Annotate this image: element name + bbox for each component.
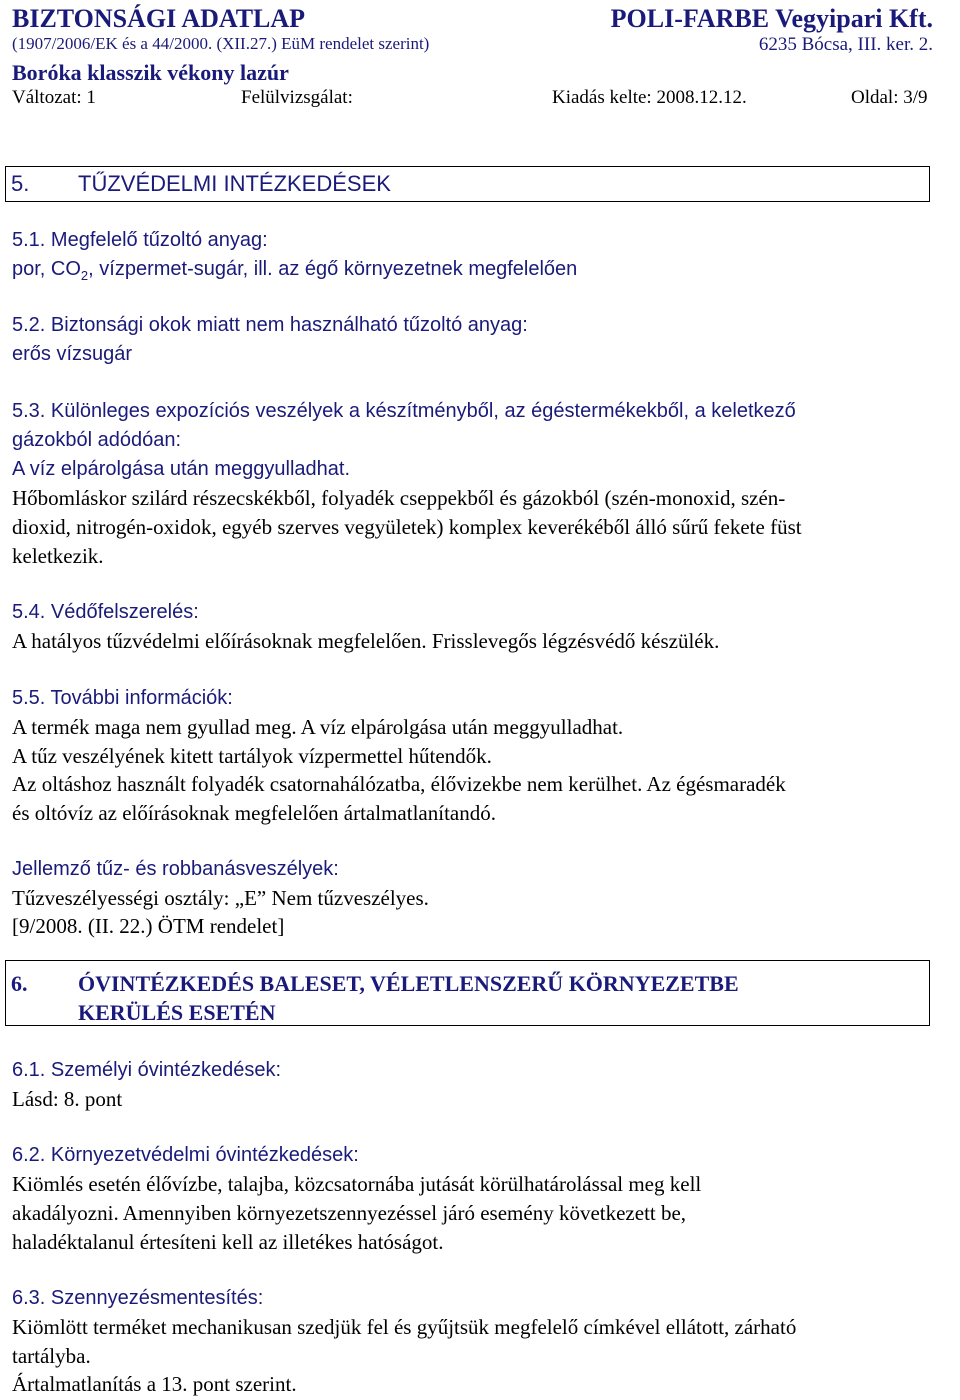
hazard-text-2: [9/2008. (II. 22.) ÖTM rendelet] [12,914,285,938]
subsection-5-3-text-2: Hőbomláskor szilárd részecskékből, folyadék cseppekből és gázokból (szén-monoxid, szén- [12,486,786,510]
subsection-5-5-text-1: A termék maga nem gyullad meg. A víz elpárolgása után meggyulladhat. [12,715,624,739]
subsection-6-3-label: 6.3. Szennyezésmentesítés: [12,1287,264,1309]
subsection-5-5-label: 5.5. További információk: [12,687,233,709]
subsection-6-2-text-1: Kiömlés esetén élővízbe, talajba, közcsatornába jutását körülhatárolással meg kell [12,1172,702,1196]
subsection-5-1-text: por, $CO_2$, vízpermet-sugár, ill. az égő környezetnek megfelelően [12,258,578,283]
subsection-6-2-text-3: haladéktalanul értesíteni kell az illetékes hatóságot. [12,1230,444,1254]
section-title: ÓVINTÉZKEDÉS BALESET, VÉLETLENSZERŰ KÖRNYEZETBE KERÜLÉS ESETÉN [78,971,739,1025]
subsection-5-3-text-3: dioxid, nitrogén-oxidok, egyéb szerves vegyületek) komplex keverékéből álló sűrű fekete füst [12,515,802,539]
subsection-5-3-label-cont: gázokból adódóan: [12,429,182,451]
subsection-5-1-label: 5.1. Megfelelő tűzoltó anyag: [12,229,268,251]
subsection-5-2-label: 5.2. Biztonsági okok miatt nem használható tűzoltó anyag: [12,314,528,336]
subsection-6-1-label: 6.1. Személyi óvintézkedések: [12,1059,282,1081]
section-title: TŰZVÉDELMI INTÉZKEDÉSEK [78,171,391,196]
company-name: POLI-FARBE Vegyipari Kft. [610,4,933,33]
section-number: 6. [11,971,28,996]
subsection-5-5-text-3: Az oltáshoz használt folyadék csatornahálózatba, élővizekbe nem kerülhet. Az égésmaradék [12,772,786,796]
product-name: Boróka klasszik vékony lazúr [12,60,289,85]
hazard-text-1: Tűzveszélyességi osztály: „E” Nem tűzveszélyes. [12,886,429,910]
company-address: 6235 Bócsa, III. ker. 2. [758,34,933,55]
issue-date: Kiadás kelte: 2008.12.12. [552,87,747,108]
subsection-6-3-text-2: tartályba. [12,1344,91,1368]
subsection-5-5-text-2: A tűz veszélyének kitett tartályok vízpermettel hűtendők. [12,744,492,768]
subsection-5-3-text-1: A víz elpárolgása után meggyulladhat. [12,458,350,480]
section-5-heading [5,166,930,202]
subsection-5-4-label: 5.4. Védőfelszerelés: [12,601,199,623]
subsection-6-1-text: Lásd: 8. pont [12,1087,123,1111]
subsection-6-2-label: 6.2. Környezetvédelmi óvintézkedések: [12,1144,359,1166]
subsection-6-2-text-2: akadályozni. Amennyiben környezetszennyezéssel járó esemény következett be, [12,1201,687,1225]
subsection-6-3-text-3: Ártalmatlanítás a 13. pont szerint. [12,1372,297,1396]
version: Változat: 1 [12,87,96,108]
subsection-5-5-text-4: és oltóvíz az előírásoknak megfelelően ártalmatlanítandó. [12,801,496,825]
section-number: 5. [11,171,30,196]
revision: Felülvizsgálat: [241,87,353,108]
page-number: Oldal: 3/9 [851,87,928,108]
subsection-5-4-text: A hatályos tűzvédelmi előírásoknak megfelelően. Frisslevegős légzésvédő készülék. [12,629,720,653]
hazard-label: Jellemző tűz- és robbanásveszélyek: [12,858,339,880]
subsection-5-3-label: 5.3. Különleges expozíciós veszélyek a készítményből, az égéstermékekből, a keletkező [12,400,796,422]
document-title: BIZTONSÁGI ADATLAP [12,4,306,33]
regulation-reference: (1907/2006/EK és a 44/2000. (XII.27.) EüM rendelet szerint) [12,34,430,53]
subsection-5-2-text: erős vízsugár [12,343,133,365]
subsection-6-3-text-1: Kiömlött terméket mechanikusan szedjük fel és gyűjtsük megfelelő címkével ellátott, zárható [12,1315,797,1339]
subsection-5-3-text-4: keletkezik. [12,544,104,568]
section-6-heading [5,960,930,1026]
